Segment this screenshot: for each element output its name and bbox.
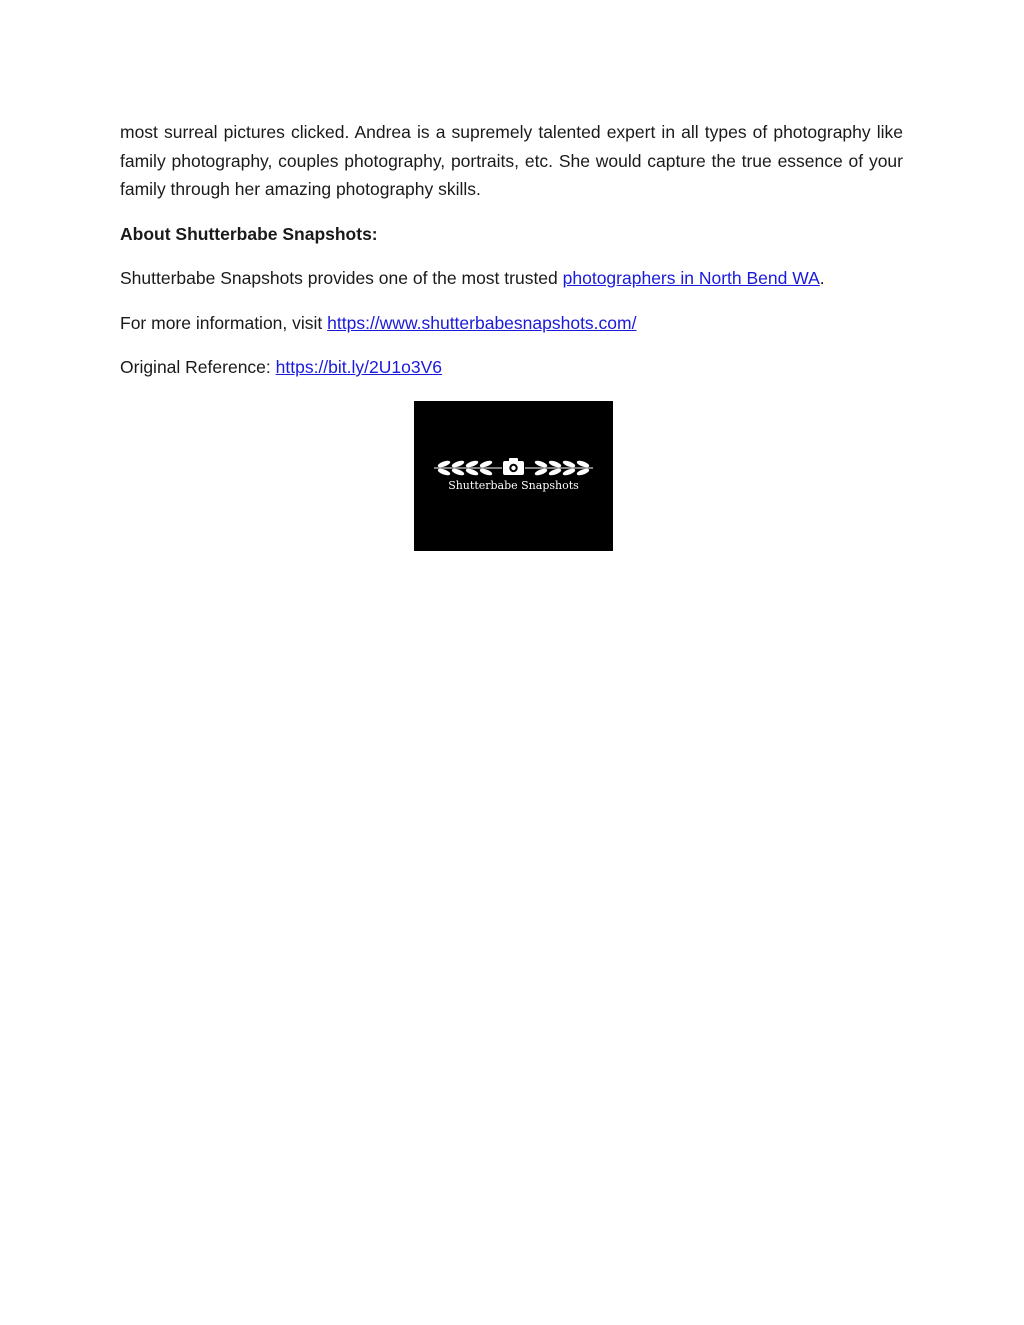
photographers-link[interactable]: photographers in North Bend WA [562, 268, 820, 288]
reference-text: Original Reference: [120, 357, 276, 377]
reference-link[interactable]: https://bit.ly/2U1o3V6 [275, 357, 442, 377]
about-text: Shutterbabe Snapshots provides one of the most trusted [120, 268, 563, 288]
about-suffix: . [819, 268, 825, 288]
website-link[interactable]: https://www.shutterbabesnapshots.com/ [327, 312, 637, 333]
left-laurel-icon [434, 460, 502, 476]
reference-paragraph [120, 353, 903, 382]
about-paragraph [120, 264, 903, 293]
document-page [120, 118, 903, 382]
brand-logo-graphic [414, 401, 613, 551]
brand-logo [414, 401, 613, 551]
brand-name: Shutterbabe Snapshots [448, 479, 579, 492]
camera-icon [503, 458, 524, 475]
intro-paragraph: most surreal pictures clicked. Andrea is a supremely talented expert in all types of photography like family photography, couples photography, portraits, etc. She would capture the true essence of your family through her amazing photography skills. [120, 122, 903, 199]
about-heading: About Shutterbabe Snapshots: [120, 223, 378, 244]
right-laurel-icon [525, 460, 593, 476]
info-text: For more information, visit [120, 312, 328, 333]
info-paragraph [120, 309, 903, 338]
